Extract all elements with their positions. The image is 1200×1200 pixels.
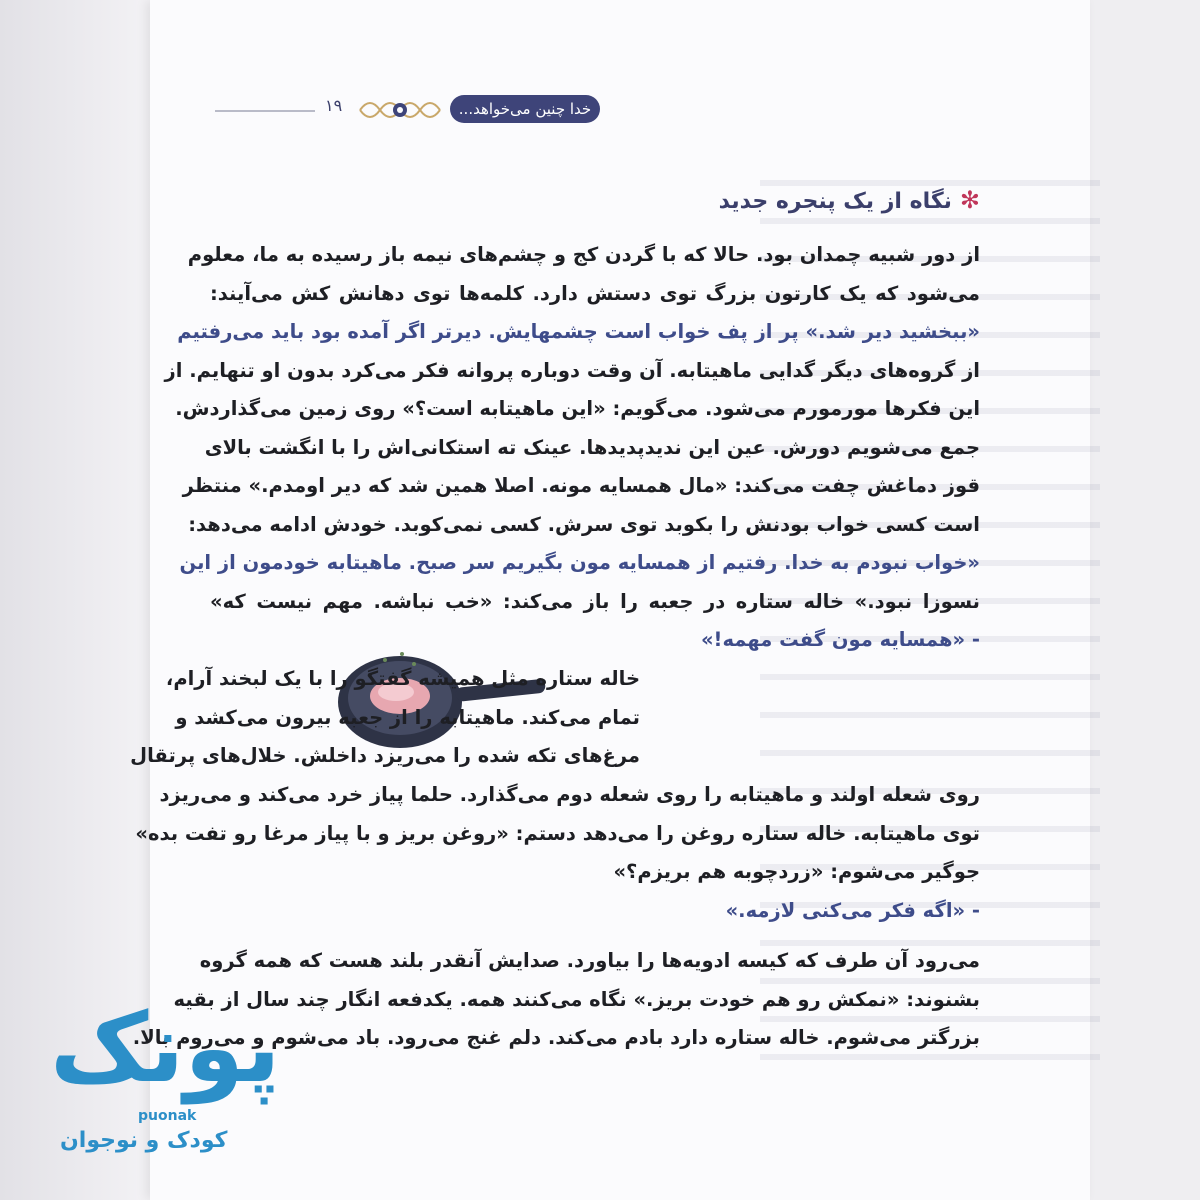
publisher-logo (20, 992, 300, 1180)
text-line: این فکرها مورمورم می‌شود. می‌گویم: «این ماهیتابه است؟» روی زمین می‌گذاردش. (175, 397, 980, 420)
text-line: جمع می‌شویم دورش. عین این ندیدپدیدها. عینک ته استکانی‌اش را با انگشت بالای (204, 435, 980, 459)
text-line: بشنوند: «نمکش رو هم خودت بریز.» نگاه می‌کنند همه. یکدفعه انگار چند سال از بقیه (173, 987, 980, 1011)
text-line: تمام می‌کند. ماهیتابه را از جعبه بیرون می‌کشد و (175, 705, 640, 729)
header-rule (215, 110, 315, 112)
text-line: «ببخشید دیر شد.» پر از پف خواب است چشمهایش. دیرتر اگر آمده بود باید می‌رفتیم (177, 320, 980, 343)
paragraph-2-narrow (130, 660, 640, 776)
logo-wordmark: پونک (50, 992, 281, 1104)
text-line: خاله ستاره مثل همیشه گفتگو را با یک لبخند آرام، (165, 667, 640, 690)
dialog-2: - «اگه فکر می‌کنی لازمه.» (725, 898, 980, 922)
page-header (215, 90, 855, 130)
text-line: «خواب نبودم به خدا. رفتیم از همسایه مون بگیریم سر صبح. ماهیتابه خودمون از این (179, 551, 980, 574)
text-line: از گروه‌های دیگر گدایی ماهیتابه. آن وقت دوباره پروانه فکر می‌کرد بدون او تنهایم. از (164, 358, 980, 382)
text-line: می‌رود آن طرف که کیسه ادویه‌ها را بیاورد. صدایش آنقدر بلند هست که همه گروه (199, 949, 980, 972)
text-line: است کسی خواب بودنش را بکوبد توی سرش. کسی نمی‌کوبد. خودش ادامه می‌دهد: (188, 512, 980, 536)
dialog-1 (210, 621, 980, 660)
text-line: توی ماهیتابه. خاله ستاره روغن را می‌دهد دستم: «روغن بریز و با پیاز مرغا رو تفت بده» (135, 821, 980, 845)
page-number: ۱۹ (325, 96, 343, 115)
asterisk-icon: ✻ (959, 186, 980, 214)
logo-latin-name: puonak (138, 1108, 197, 1124)
paragraph-1 (164, 236, 980, 621)
paragraph-3-end (132, 1019, 980, 1058)
paragraph-3 (173, 942, 980, 1019)
section-heading-text: نگاه از یک پنجره جدید (718, 189, 952, 214)
logo-tagline: کودک و نوجوان (60, 1128, 228, 1153)
running-title: خدا چنین می‌خواهد... (450, 95, 600, 123)
ornament-icon (355, 92, 445, 128)
text-line: - «همسایه مون گفت مهمه!» (700, 628, 980, 651)
paragraph-2 (135, 776, 980, 853)
text-line: می‌شود که یک کارتون بزرگ توی دستش دارد. کلمه‌ها توی دهانش کش می‌آیند: (210, 281, 980, 305)
text-line: جوگیر می‌شوم: «زردچوبه هم بریزم؟» (613, 860, 980, 883)
text-line: نسوزا نبود.» خاله ستاره در جعبه را باز می‌کند: «خب نباشه. مهم نیست که» (210, 589, 980, 613)
text-line: قوز دماغش چفت می‌کند: «مال همسایه مونه. اصلا همین شد که دیر اومدم.» منتظر (182, 474, 980, 497)
text-line: مرغ‌های تکه شده را می‌ریزد داخلش. خلال‌های پرتقال (130, 744, 640, 767)
section-heading (600, 180, 980, 220)
text-line: از دور شبیه چمدان بود. حالا که با گردن کج و چشم‌های نیمه باز رسیده به ما، معلوم (187, 243, 980, 266)
paragraph-2-end (210, 853, 980, 930)
text-line: روی شعله اولند و ماهیتابه را روی شعله دوم می‌گذارد. حلما پیاز خرد می‌کند و می‌ریزد (159, 783, 980, 806)
text-line: بزرگتر می‌شوم. خاله ستاره دارد بادم می‌کند. دلم غنج می‌رود. باد می‌شوم و می‌روم بالا. (132, 1026, 980, 1049)
